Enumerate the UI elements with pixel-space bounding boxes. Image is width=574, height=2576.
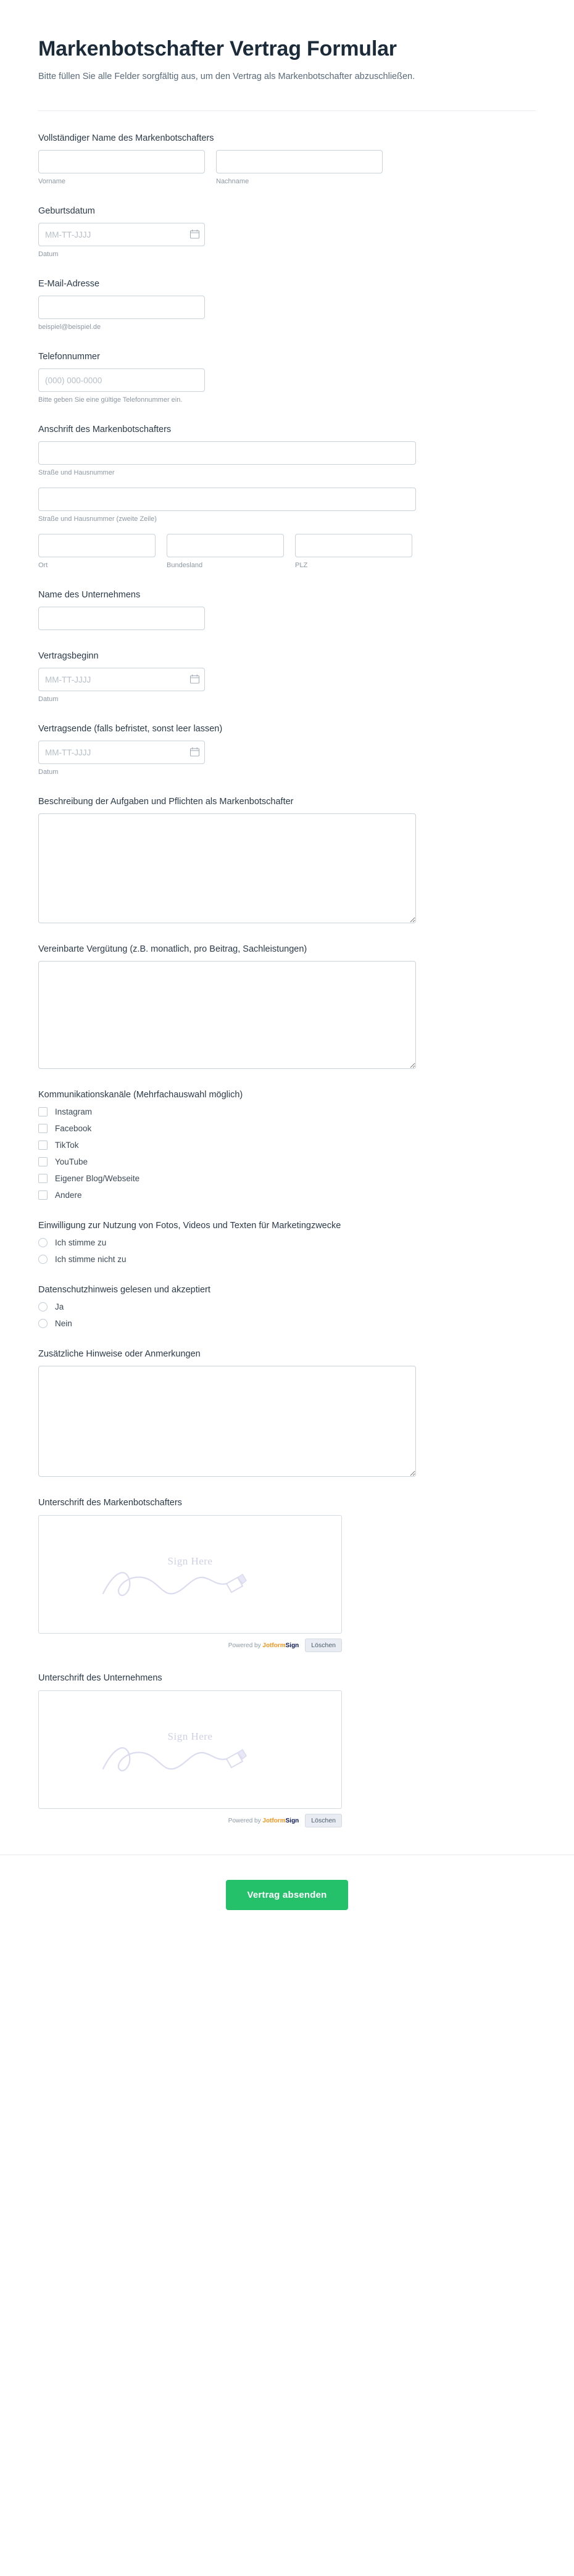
birthdate-input[interactable]: [38, 223, 205, 246]
checkbox-option-youtube[interactable]: [38, 1157, 536, 1166]
last-name-group: [216, 150, 383, 185]
address-street2-input[interactable]: [38, 488, 416, 511]
first-name-sublabel: Vorname: [38, 178, 66, 186]
checkbox-option-instagram[interactable]: [38, 1107, 536, 1116]
contract-start-label: Vertragsbeginn: [38, 651, 99, 662]
checkbox-icon[interactable]: [38, 1124, 48, 1133]
full-name-label: Vollständiger Name des Markenbotschafters: [38, 133, 214, 144]
address-city-group: [38, 534, 156, 569]
compensation-textarea[interactable]: [38, 961, 416, 1069]
checkbox-label: TikTok: [55, 1141, 79, 1150]
radio-label: Ich stimme nicht zu: [55, 1255, 127, 1265]
radio-option-consent-no[interactable]: [38, 1255, 536, 1264]
birthdate-sublabel: Datum: [38, 251, 59, 259]
checkbox-option-tiktok[interactable]: [38, 1141, 536, 1150]
email-label: E-Mail-Adresse: [38, 279, 100, 289]
company-label: Name des Unternehmens: [38, 590, 141, 600]
radio-icon[interactable]: [38, 1319, 48, 1328]
field-privacy: [38, 1285, 536, 1328]
powered-by-label: Powered by JotformSign: [228, 1817, 299, 1824]
address-street2-sublabel: Straße und Hausnummer (zweite Zeile): [38, 515, 157, 523]
checkbox-icon[interactable]: [38, 1190, 48, 1200]
field-signature-ambassador: [38, 1498, 536, 1652]
address-label: Anschrift des Markenbotschafters: [38, 425, 172, 435]
checkbox-icon[interactable]: [38, 1157, 48, 1166]
field-company: [38, 590, 536, 630]
radio-label: Ja: [55, 1302, 64, 1312]
address-street-sublabel: Straße und Hausnummer: [38, 469, 115, 477]
signature-company-label: Unterschrift des Unternehmens: [38, 1673, 162, 1684]
field-contract-end: [38, 724, 536, 776]
channels-label: Kommunikationskanäle (Mehrfachauswahl möglich): [38, 1090, 243, 1100]
address-city-sublabel: Ort: [38, 562, 48, 570]
signature-ambassador-footer: [38, 1639, 342, 1652]
signature-ambassador-canvas[interactable]: [38, 1515, 342, 1634]
field-full-name: [38, 133, 536, 185]
privacy-option-list: [38, 1302, 536, 1328]
signature-hint: Sign Here: [167, 1555, 213, 1568]
clear-signature-company-button[interactable]: Löschen: [305, 1814, 342, 1827]
signature-hint: Sign Here: [167, 1730, 213, 1743]
address-zip-sublabel: PLZ: [295, 562, 308, 570]
checkbox-label: YouTube: [55, 1157, 88, 1167]
field-signature-company: [38, 1673, 536, 1827]
radio-option-consent-yes[interactable]: [38, 1238, 536, 1247]
powered-by-label: Powered by JotformSign: [228, 1642, 299, 1649]
address-state-sublabel: Bundesland: [167, 562, 203, 570]
radio-label: Ich stimme zu: [55, 1238, 107, 1248]
email-input[interactable]: [38, 296, 205, 319]
field-notes: [38, 1349, 536, 1477]
privacy-label: Datenschutzhinweis gelesen und akzeptiert: [38, 1285, 210, 1295]
submit-button[interactable]: Vertrag absenden: [226, 1880, 347, 1910]
birthdate-label: Geburtsdatum: [38, 206, 95, 217]
radio-icon[interactable]: [38, 1238, 48, 1247]
radio-icon[interactable]: [38, 1255, 48, 1264]
checkbox-label: Instagram: [55, 1107, 93, 1117]
checkbox-option-facebook[interactable]: [38, 1124, 536, 1133]
form-footer: [0, 1855, 574, 1943]
media-consent-label: Einwilligung zur Nutzung von Fotos, Videos und Texten für Marketingzwecke: [38, 1221, 341, 1231]
clear-signature-ambassador-button[interactable]: Löschen: [305, 1639, 342, 1652]
address-zip-input[interactable]: [295, 534, 412, 557]
checkbox-label: Facebook: [55, 1124, 92, 1134]
signature-company-footer: [38, 1814, 342, 1827]
address-city-input[interactable]: [38, 534, 156, 557]
address-state-group: [167, 534, 284, 569]
duties-textarea[interactable]: [38, 813, 416, 923]
address-street-input[interactable]: [38, 441, 416, 465]
last-name-sublabel: Nachname: [216, 178, 249, 186]
signature-placeholder-icon: [98, 1737, 283, 1786]
company-input[interactable]: [38, 607, 205, 630]
field-email: [38, 279, 536, 331]
checkbox-label: Andere: [55, 1190, 82, 1200]
channels-option-list: [38, 1107, 536, 1200]
header-divider: [38, 110, 536, 111]
page-subtitle: Bitte füllen Sie alle Felder sorgfältig aus, um den Vertrag als Markenbotschafter abzuschließen.: [38, 72, 415, 81]
field-compensation: [38, 944, 536, 1069]
contract-end-label: Vertragsende (falls befristet, sonst leer lassen): [38, 724, 223, 734]
checkbox-label: Eigener Blog/Webseite: [55, 1174, 140, 1184]
radio-option-privacy-yes[interactable]: [38, 1302, 536, 1311]
checkbox-option-blog[interactable]: [38, 1174, 536, 1183]
contract-start-input-wrap: [38, 668, 205, 691]
contract-start-input[interactable]: [38, 668, 205, 691]
checkbox-icon[interactable]: [38, 1174, 48, 1183]
checkbox-option-other[interactable]: [38, 1190, 536, 1200]
first-name-input[interactable]: [38, 150, 205, 173]
notes-textarea[interactable]: [38, 1366, 416, 1477]
last-name-input[interactable]: [216, 150, 383, 173]
compensation-label: Vereinbarte Vergütung (z.B. monatlich, pro Beitrag, Sachleistungen): [38, 944, 307, 955]
field-address: [38, 425, 536, 569]
field-channels: [38, 1090, 536, 1200]
field-duties: [38, 797, 536, 923]
page-title: Markenbotschafter Vertrag Formular: [38, 37, 397, 60]
address-state-input[interactable]: [167, 534, 284, 557]
field-birthdate: [38, 206, 536, 258]
checkbox-icon[interactable]: [38, 1107, 48, 1116]
phone-input[interactable]: [38, 368, 205, 392]
radio-icon[interactable]: [38, 1302, 48, 1311]
contract-end-input[interactable]: [38, 741, 205, 764]
contract-end-sublabel: Datum: [38, 768, 59, 776]
birthdate-input-wrap: [38, 223, 205, 246]
contract-end-input-wrap: [38, 741, 205, 764]
signature-placeholder-icon: [98, 1561, 283, 1611]
contract-start-sublabel: Datum: [38, 696, 59, 704]
signature-ambassador-label: Unterschrift des Markenbotschafters: [38, 1498, 182, 1508]
field-phone: [38, 352, 536, 404]
address-zip-group: [295, 534, 412, 569]
field-contract-start: [38, 651, 536, 703]
media-consent-option-list: [38, 1238, 536, 1264]
notes-label: Zusätzliche Hinweise oder Anmerkungen: [38, 1349, 201, 1360]
radio-option-privacy-no[interactable]: [38, 1319, 536, 1328]
field-media-consent: [38, 1221, 536, 1264]
phone-label: Telefonnummer: [38, 352, 100, 362]
phone-hint: Bitte geben Sie eine gültige Telefonnummer ein.: [38, 396, 183, 404]
duties-label: Beschreibung der Aufgaben und Pflichten als Markenbotschafter: [38, 797, 294, 807]
checkbox-icon[interactable]: [38, 1141, 48, 1150]
radio-label: Nein: [55, 1319, 72, 1329]
signature-company-canvas[interactable]: [38, 1690, 342, 1809]
email-sublabel: beispiel@beispiel.de: [38, 323, 101, 331]
first-name-group: [38, 150, 205, 185]
